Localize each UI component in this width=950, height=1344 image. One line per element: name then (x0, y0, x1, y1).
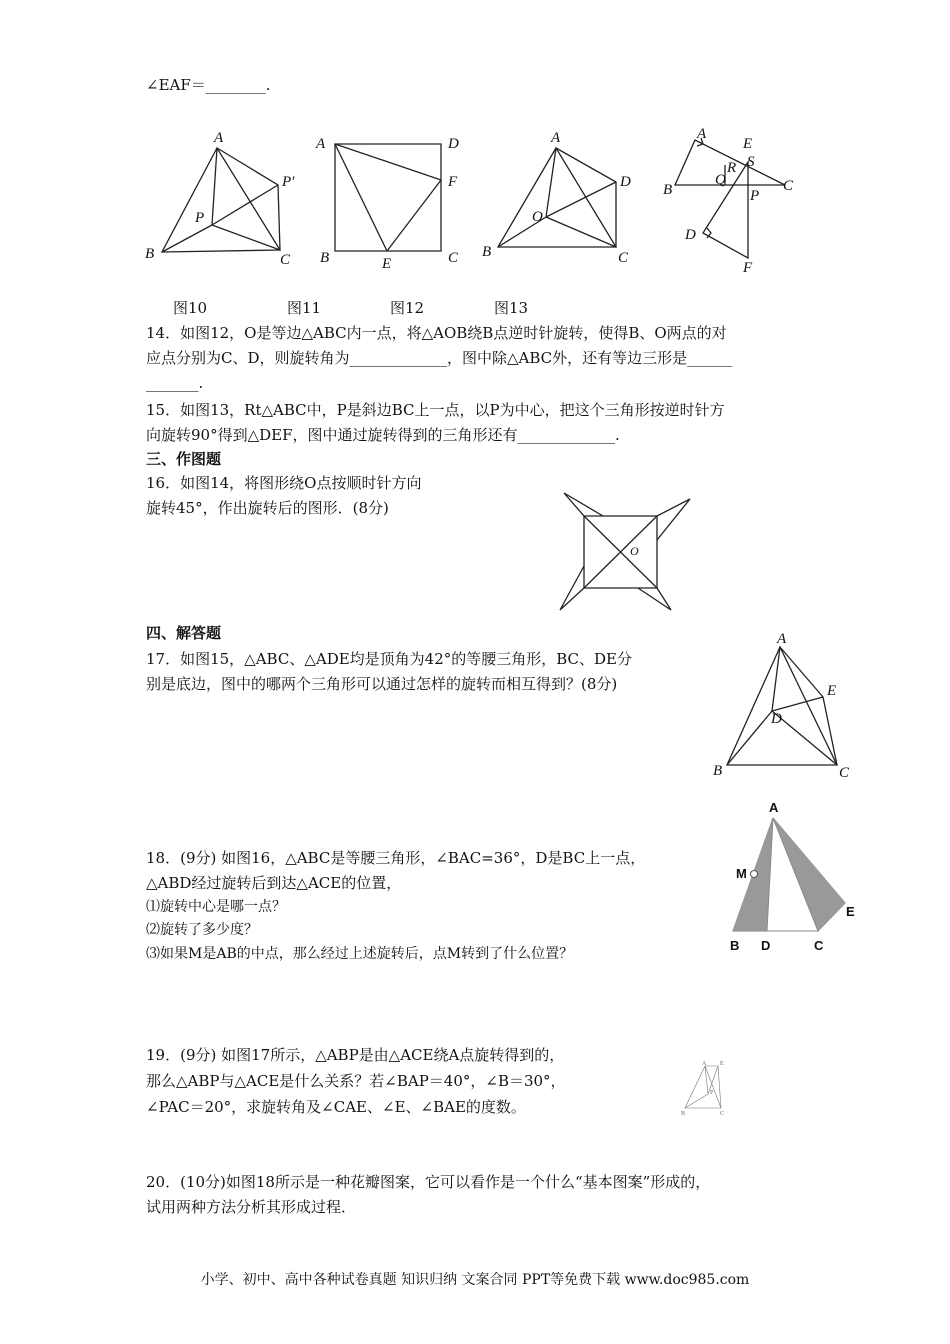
caption-fig11: 图11 (287, 299, 322, 317)
caption-fig12: 图12 (390, 299, 425, 317)
label-P: P (195, 210, 205, 226)
label-B: B (681, 1111, 686, 1117)
label-D: D (620, 174, 631, 190)
label-C: C (814, 938, 824, 953)
label-E: E (743, 136, 753, 152)
label-D: D (761, 938, 771, 953)
figure-17 (676, 1058, 736, 1118)
label-S: S (747, 154, 755, 170)
figure-13 (655, 120, 805, 280)
label-O: O (532, 209, 543, 225)
q18-sub3: ⑶如果M是AB的中点，那么经过上述旋转后，点M转到了什么位置？ (146, 946, 574, 962)
label-A: A (697, 126, 707, 142)
q17-line1: 17．如图15，△ABC、△ADE均是顶角为42°的等腰三角形，BC、DE分 (146, 650, 633, 668)
q20-line1: 20．(10分)如图18所示是一种花瓣图案，它可以看作是一个什么“基本图案”形成的， (146, 1173, 711, 1191)
label-E: E (827, 683, 837, 699)
label-B: B (145, 246, 155, 262)
figure-12 (478, 122, 648, 272)
q14-line1: 14．如图12，O是等边△ABC内一点，将△AOB绕B点逆时针旋转，使得B、O两点的对 (146, 324, 727, 342)
q14-line2: 应点分别为C、D，则旋转角为_____________，图中除△ABC外，还有等边三形是______ (146, 349, 733, 367)
figure-16 (725, 798, 865, 958)
label-E: E (382, 256, 392, 268)
label-C: C (280, 252, 291, 268)
label-B: B (730, 938, 740, 953)
label-A: A (769, 800, 779, 815)
q16-line1: 16．如图14，将图形绕O点按顺时针方向 (146, 474, 422, 492)
q19-line2: 那么△ABP与△ACE是什么关系？若∠BAP＝40°，∠B＝30°， (146, 1072, 566, 1090)
label-C: C (720, 1111, 725, 1117)
caption-fig13: 图13 (494, 299, 529, 317)
q16-line2: 旋转45°，作出旋转后的图形．(8分) (146, 499, 389, 517)
q18-line2: △ABD经过旋转后到达△ACE的位置， (146, 874, 402, 892)
section-4-heading: 四、解答题 (146, 624, 222, 642)
label-Pprime: P′ (282, 174, 295, 190)
label-F: F (743, 260, 753, 276)
q19-line1: 19．(9分) 如图17所示，△ABP是由△ACE绕A点旋转得到的， (146, 1046, 565, 1064)
top-answer-line: ∠EAF＝________. (146, 76, 271, 94)
label-B: B (482, 244, 492, 260)
label-A: A (214, 130, 224, 146)
label-A: A (702, 1061, 707, 1067)
figure-15 (705, 625, 865, 785)
q19-line3: ∠PAC＝20°，求旋转角及∠CAE、∠E、∠BAE的度数。 (146, 1098, 526, 1116)
label-P: P (750, 188, 760, 204)
label-F: F (448, 174, 458, 190)
figure-11 (310, 128, 470, 268)
label-B: B (663, 182, 673, 198)
label-B: B (320, 250, 330, 266)
label-D: D (771, 711, 782, 727)
label-A: A (777, 631, 787, 647)
label-D: D (448, 136, 459, 152)
q15-line2: 向旋转90°得到△DEF，图中通过旋转得到的三角形还有_____________. (146, 426, 620, 444)
label-C: C (618, 250, 629, 266)
q18-sub2: ⑵旋转了多少度？ (146, 922, 258, 938)
label-A: A (316, 136, 326, 152)
figure-14 (552, 486, 702, 616)
q18-line1: 18．(9分) 如图16，△ABC是等腰三角形，∠BAC=36°，D是BC上一点， (146, 849, 646, 867)
q20-line2: 试用两种方法分析其形成过程． (146, 1198, 357, 1216)
label-E: E (720, 1061, 724, 1067)
label-R: R (727, 160, 737, 176)
figure-10 (140, 122, 305, 272)
section-3-heading: 三、作图题 (146, 450, 222, 468)
q15-line1: 15．如图13，Rt△ABC中，P是斜边BC上一点，以P为中心，把这个三角形按逆时针方 (146, 401, 725, 419)
label-D: D (685, 227, 696, 243)
page-footer: 小学、初中、高中各种试卷真题 知识归纳 文案合同 PPT等免费下载 www.doc985.com (200, 1272, 750, 1288)
q14-line3: _______. (146, 374, 204, 392)
q17-line2: 别是底边，图中的哪两个三角形可以通过怎样的旋转而相互得到？(8分) (146, 675, 618, 693)
label-E: E (846, 904, 855, 919)
label-O: O (630, 544, 639, 558)
label-C: C (448, 250, 459, 266)
caption-fig10: 图10 (173, 299, 208, 317)
label-B: B (713, 763, 723, 779)
label-M: M (736, 866, 747, 881)
label-C: C (839, 765, 850, 781)
label-Q: Q (715, 172, 726, 188)
label-A: A (551, 130, 561, 146)
label-C: C (783, 178, 794, 194)
q18-sub1: ⑴旋转中心是哪一点？ (146, 899, 286, 915)
label-P: P (710, 1090, 714, 1096)
